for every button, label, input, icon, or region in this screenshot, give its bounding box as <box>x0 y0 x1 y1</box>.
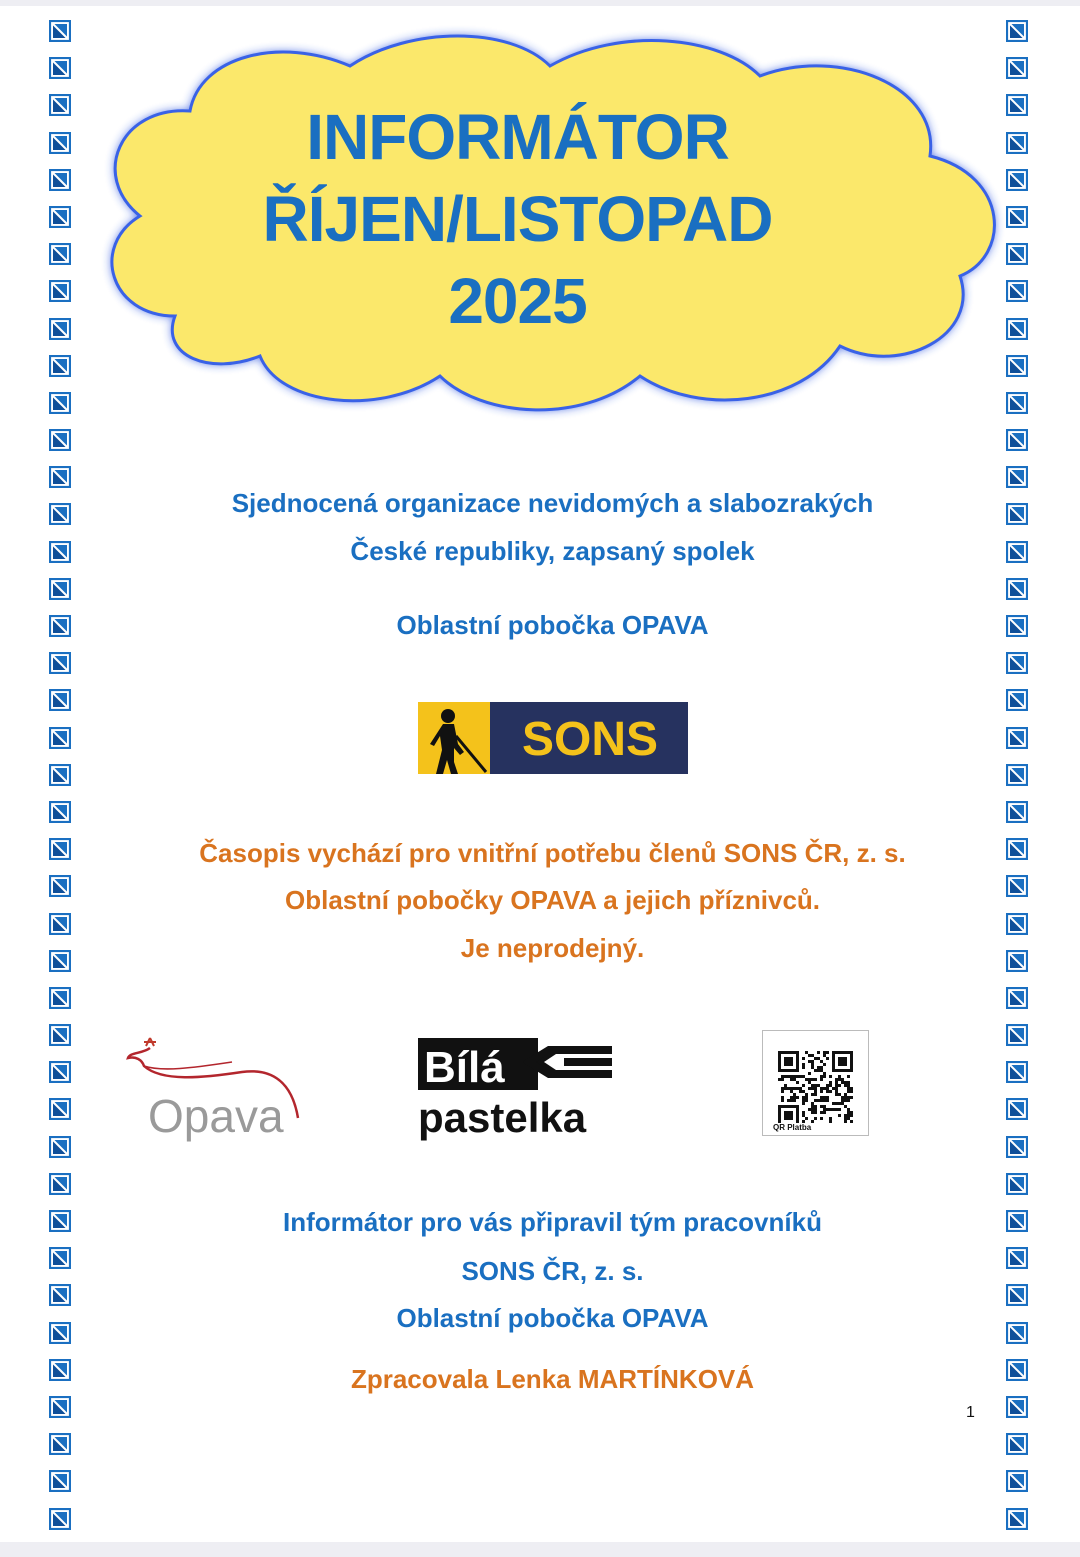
border-square-icon <box>1006 1433 1028 1455</box>
border-square-icon <box>49 1061 71 1083</box>
border-square-icon <box>49 1098 71 1120</box>
border-square-icon <box>49 987 71 1009</box>
border-square-icon <box>49 801 71 823</box>
pastelka-text: pastelka <box>418 1094 587 1141</box>
sons-logo <box>418 702 688 774</box>
sons-logo-text: SONS <box>521 713 659 766</box>
opava-logo-text: Opava <box>148 1090 284 1142</box>
border-square-icon <box>49 764 71 786</box>
border-square-icon <box>49 392 71 414</box>
border-square-icon <box>1006 1396 1028 1418</box>
border-square-icon <box>49 727 71 749</box>
border-square-icon <box>1006 1024 1028 1046</box>
document-page <box>0 6 1080 1542</box>
border-square-icon <box>1006 764 1028 786</box>
border-square-icon <box>1006 1173 1028 1195</box>
org-line-2: České republiky, zapsaný spolek <box>350 536 755 566</box>
org-line-1: Sjednocená organizace nevidomých a slabozrakých <box>231 488 874 518</box>
border-square-icon <box>49 578 71 600</box>
page-title <box>0 96 1035 342</box>
border-square-icon <box>49 689 71 711</box>
credits-author: Zpracovala Lenka MARTÍNKOVÁ <box>350 1364 755 1394</box>
border-square-icon <box>1006 578 1028 600</box>
border-square-icon <box>1006 801 1028 823</box>
border-square-icon <box>49 1508 71 1530</box>
border-square-icon <box>1006 1470 1028 1492</box>
border-square-icon <box>49 355 71 377</box>
notice-line-2: Oblastní pobočky OPAVA a jejich příznivců. <box>284 885 821 915</box>
title-line-2: ŘÍJEN/LISTOPAD <box>262 183 773 255</box>
border-square-icon <box>1006 1098 1028 1120</box>
qr-code-icon <box>763 1031 868 1123</box>
border-square-icon <box>49 1470 71 1492</box>
border-square-icon <box>49 57 71 79</box>
border-square-icon <box>1006 1061 1028 1083</box>
page-number: 1 <box>966 1404 975 1421</box>
border-square-icon <box>1006 1508 1028 1530</box>
border-square-icon <box>1006 987 1028 1009</box>
qr-payment-code <box>762 1030 869 1136</box>
credits-line-3: Oblastní pobočka OPAVA <box>396 1303 709 1333</box>
border-square-icon <box>1006 429 1028 451</box>
bila-pastelka-logo <box>418 1032 618 1142</box>
border-square-icon <box>49 20 71 42</box>
border-square-icon <box>49 1136 71 1158</box>
border-square-icon <box>49 1173 71 1195</box>
border-square-icon <box>49 652 71 674</box>
org-branch: Oblastní pobočka OPAVA <box>396 610 709 640</box>
border-square-icon <box>49 1024 71 1046</box>
border-square-icon <box>49 1433 71 1455</box>
credits-line-2: SONS ČR, z. s. <box>461 1256 644 1286</box>
border-square-icon <box>49 466 71 488</box>
title-line-3: 2025 <box>448 265 587 337</box>
qr-label: QR Platba <box>773 1123 812 1132</box>
border-square-icon <box>49 1396 71 1418</box>
border-square-icon <box>1006 1136 1028 1158</box>
credits-line-1: Informátor pro vás připravil tým pracovníků <box>283 1207 822 1237</box>
bila-text: Bílá <box>424 1043 505 1092</box>
border-square-icon <box>1006 652 1028 674</box>
title-line-1: INFORMÁTOR <box>306 101 729 173</box>
border-square-icon <box>49 429 71 451</box>
border-square-icon <box>1006 727 1028 749</box>
opava-logo <box>122 1032 312 1152</box>
border-square-icon <box>1006 689 1028 711</box>
border-square-icon <box>1006 466 1028 488</box>
notice-line-3: Je neprodejný. <box>460 933 645 963</box>
notice-line-1: Časopis vychází pro vnitřní potřebu členů SONS ČR, z. s. <box>199 838 906 868</box>
